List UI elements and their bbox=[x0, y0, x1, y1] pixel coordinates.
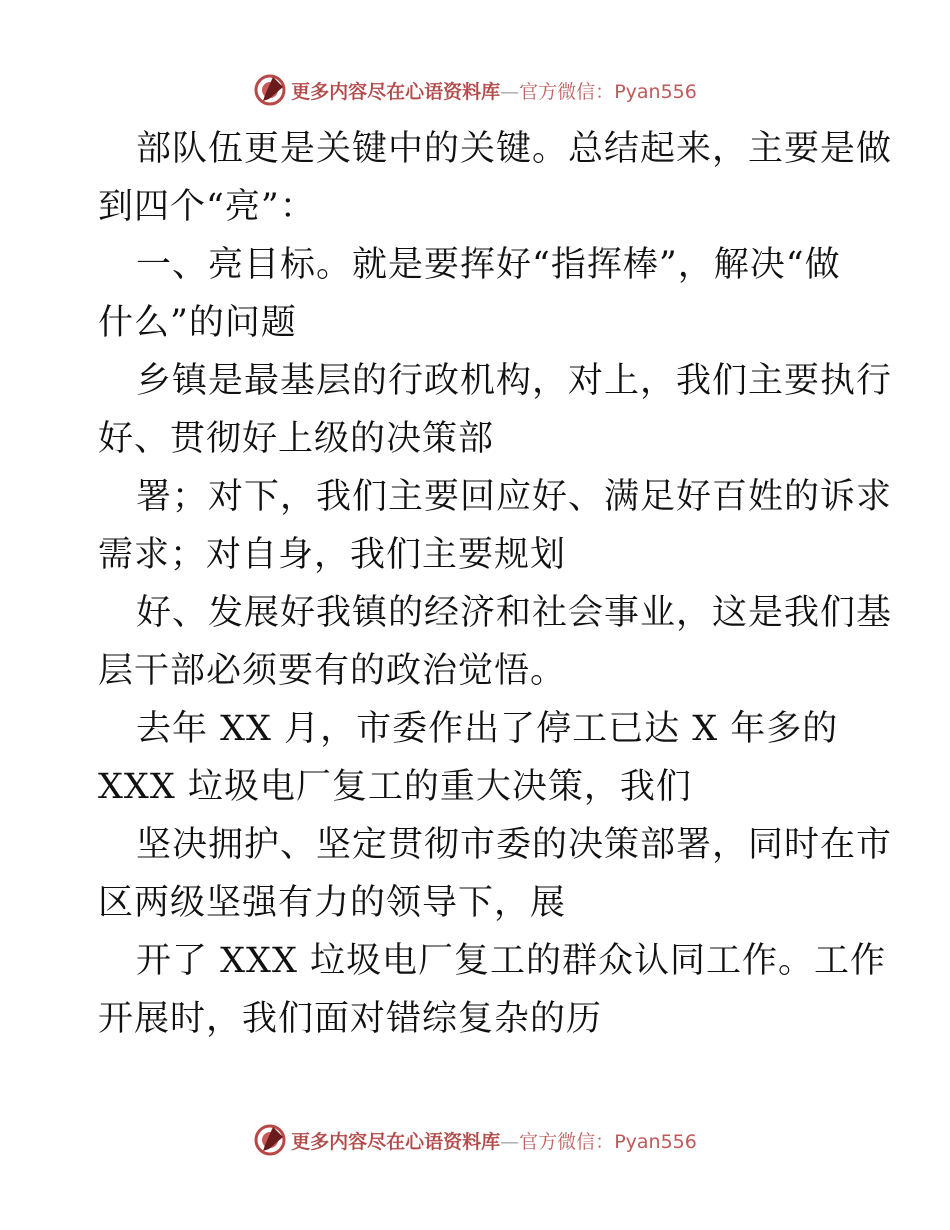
body-line: 坚决拥护、坚定贯彻市委的决策部署，同时在市 bbox=[136, 825, 893, 865]
header-banner bbox=[0, 68, 950, 112]
body-line: XXX 垃圾电厂复工的重大决策，我们 bbox=[98, 767, 692, 807]
body-line: 需求；对自身，我们主要规划 bbox=[98, 535, 567, 575]
pen-logo-icon bbox=[253, 1123, 287, 1157]
document-body bbox=[98, 120, 893, 1048]
body-line: 好、发展好我镇的经济和社会事业，这是我们基 bbox=[136, 593, 893, 633]
footer-banner-text: 更多内容尽在心语资料库—官方微信：Pyan556 bbox=[291, 1130, 697, 1153]
pen-logo-icon bbox=[253, 73, 287, 107]
body-line: 开了 XXX 垃圾电厂复工的群众认同工作。工作 bbox=[136, 941, 887, 981]
body-line: 署；对下，我们主要回应好、满足好百姓的诉求 bbox=[136, 477, 893, 517]
body-line: 好、贯彻好上级的决策部 bbox=[98, 419, 495, 459]
header-banner-text: 更多内容尽在心语资料库—官方微信：Pyan556 bbox=[291, 80, 697, 103]
footer-banner bbox=[0, 1118, 950, 1162]
body-line: 乡镇是最基层的行政机构，对上，我们主要执行 bbox=[136, 361, 893, 401]
body-line: 到四个“亮”： bbox=[98, 187, 316, 227]
body-line: 一、亮目标。就是要挥好“指挥棒”，解决“做 bbox=[136, 245, 841, 285]
body-line: 开展时，我们面对错综复杂的历 bbox=[98, 999, 603, 1039]
body-line: 区两级坚强有力的领导下，展 bbox=[98, 883, 567, 923]
body-line: 部队伍更是关键中的关键。总结起来，主要是做 bbox=[136, 129, 893, 169]
body-line: 层干部必须要有的政治觉悟。 bbox=[98, 651, 567, 691]
body-line: 什么”的问题 bbox=[98, 303, 297, 343]
body-line: 去年 XX 月，市委作出了停工已达 X 年多的 bbox=[136, 709, 839, 749]
